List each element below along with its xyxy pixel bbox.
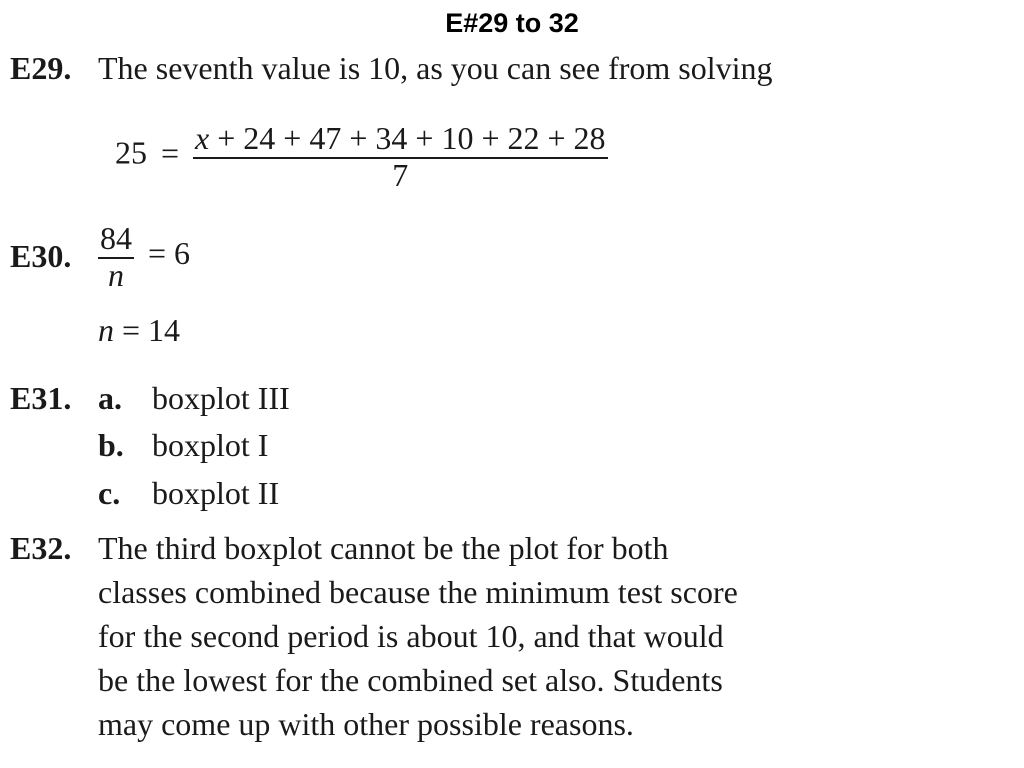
e30-solution-variable: n [98,312,114,348]
e31-item-a-letter: a. [98,380,122,416]
exercise-label-e32: E32. [10,530,72,566]
e29-equation [115,122,608,191]
e31-item-c-letter: c. [98,475,121,511]
e32-line-1: The third boxplot cannot be the plot for both [98,530,669,566]
e30-equation [98,222,190,291]
page-title: E#29 to 32 [445,8,579,38]
e31-item-b [98,427,269,464]
e32-line-2: classes combined because the minimum test score [98,574,738,610]
e32-paragraph [98,526,738,746]
e30-numerator: 84 [100,220,132,256]
e29-equals: = [161,134,180,171]
e30-solution-value: = 14 [114,312,181,348]
e31-item-a-text: boxplot III [152,380,290,416]
e30-denominator: n [108,256,124,293]
exercise-label-e29: E29. [10,50,72,86]
e30-rhs: = 6 [148,234,191,271]
e31-item-b-letter: b. [98,427,124,463]
e31-item-c [98,475,280,512]
e31-item-b-text: boxplot I [152,427,269,463]
e32-line-3: for the second period is about 10, and that would [98,618,724,654]
e29-numerator [193,122,607,156]
exercise-label-e30: E30. [10,238,72,274]
e29-fraction [193,122,607,191]
e32-line-4: be the lowest for the combined set also. Students [98,662,723,698]
e29-numerator-sum: + 24 + 47 + 34 + 10 + 22 + 28 [209,120,606,156]
exercise-label-e31: E31. [10,380,72,416]
e30-solution [98,312,180,349]
e30-fraction [98,222,134,291]
e32-line-5: may come up with other possible reasons. [98,706,634,742]
e31-item-a [98,380,290,417]
e29-lhs: 25 [115,134,147,171]
e29-numerator-variable: x [195,120,210,156]
e29-text: The seventh value is 10, as you can see from solving [98,50,773,86]
e31-item-c-text: boxplot II [152,475,280,511]
e29-denominator: 7 [392,156,409,193]
